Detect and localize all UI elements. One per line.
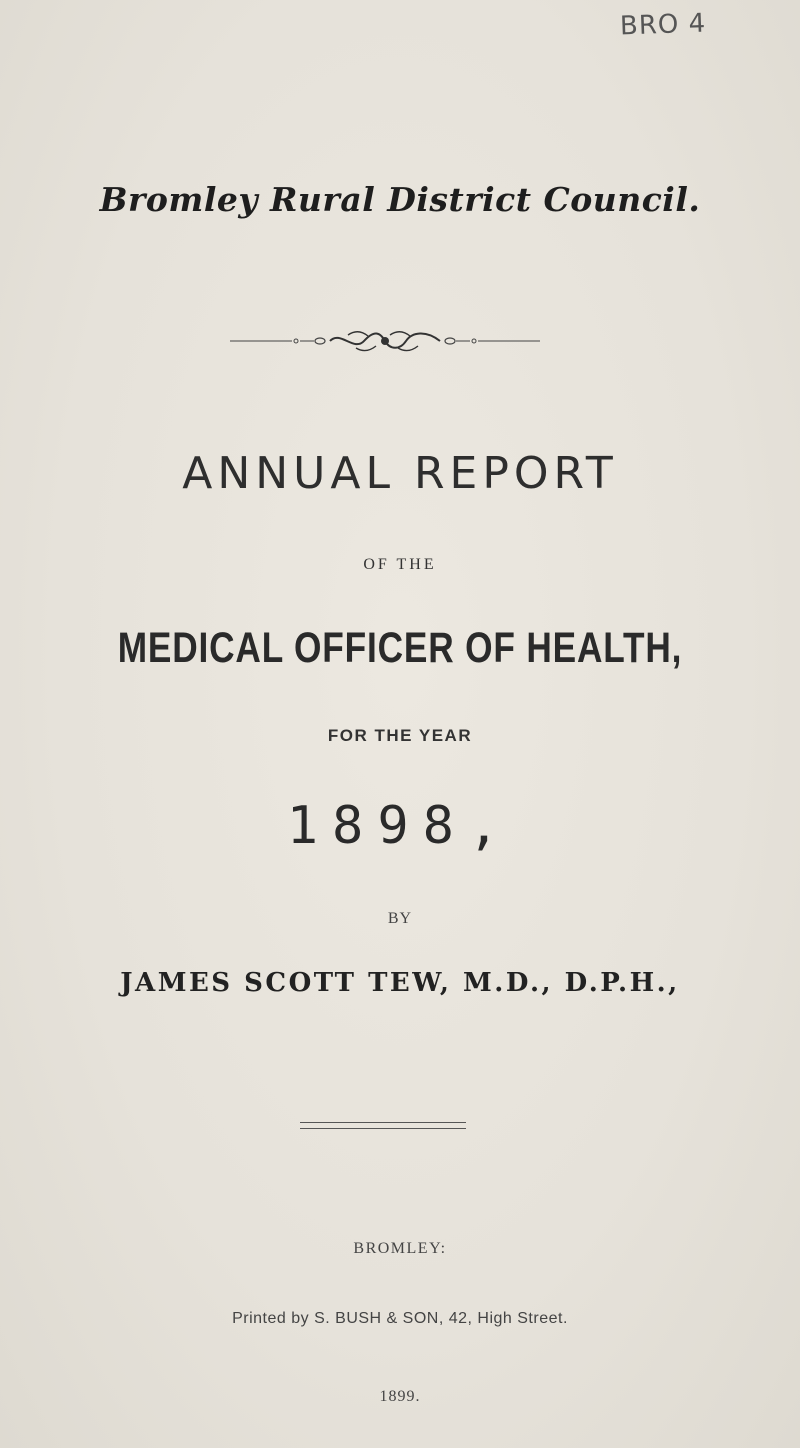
report-title: ANNUAL REPORT	[182, 448, 618, 499]
author-name: JAMES SCOTT TEW, M.D., D.P.H.,	[120, 968, 680, 998]
council-name: Bromley Rural District Council.	[99, 180, 701, 219]
decorative-ornament-icon	[230, 326, 540, 356]
handwritten-shelfmark: BRO 4	[619, 8, 707, 42]
office-title: MEDICAL OFFICER OF HEALTH,	[117, 624, 683, 672]
double-rule-divider	[300, 1122, 466, 1129]
report-year: 1898,	[286, 796, 514, 856]
of-the-label: OF THE	[363, 556, 437, 573]
imprint-place: BROMLEY:	[353, 1240, 447, 1257]
for-the-year-label: FOR THE YEAR	[327, 726, 473, 745]
publication-date: 1899.	[379, 1388, 421, 1405]
by-label: BY	[387, 910, 413, 927]
printer-line: Printed by S. BUSH & SON, 42, High Street.	[232, 1310, 568, 1327]
